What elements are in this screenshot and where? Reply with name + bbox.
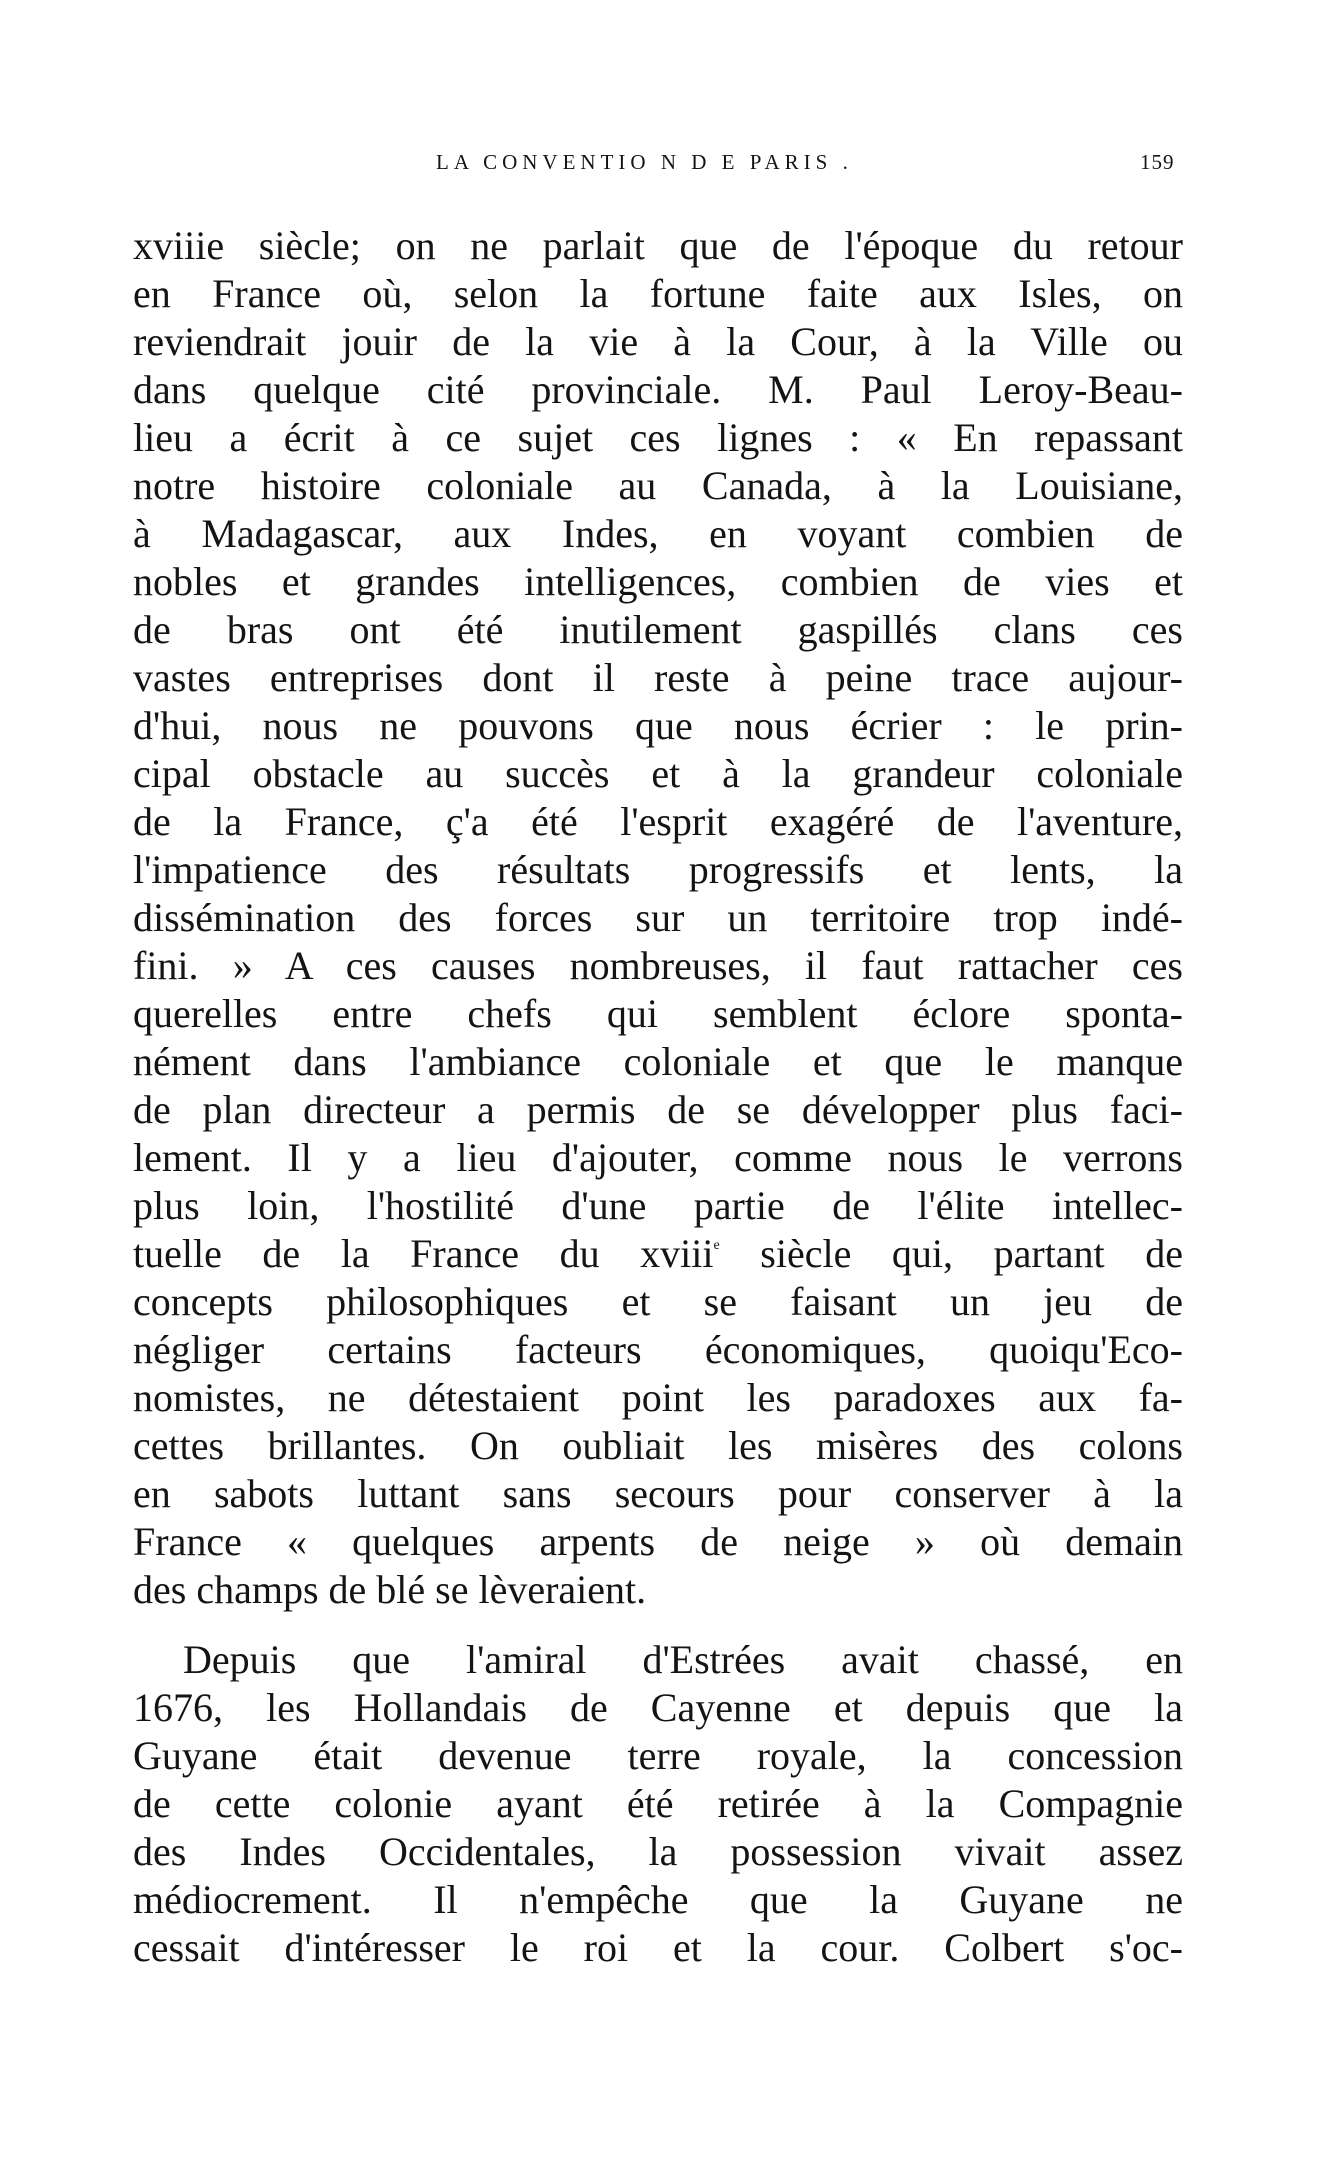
text-line: cettes brillantes. On oubliait les misères des colons [133, 1423, 1183, 1468]
text-line: des champs de blé se lèveraient. [133, 1567, 647, 1612]
text-line: notre histoire coloniale au Canada, à la Louisiane, [133, 463, 1183, 508]
text-line: nément dans l'ambiance coloniale et que le manque [133, 1039, 1183, 1084]
text-line: lieu a écrit à ce sujet ces lignes : « En repassant [133, 415, 1183, 460]
text-line: Guyane était devenue terre royale, la concession [133, 1733, 1183, 1778]
line-start: tuelle de la France du xviii [133, 1231, 714, 1276]
text-line: nomistes, ne détestaient point les paradoxes aux fa- [133, 1375, 1183, 1420]
text-line: l'impatience des résultats progressifs et lents, la [133, 847, 1183, 892]
text-line: de cette colonie ayant été retirée à la Compagnie [133, 1781, 1183, 1826]
text-line: reviendrait jouir de la vie à la Cour, à la Ville ou [133, 319, 1183, 364]
paragraph-1 [133, 222, 1183, 1614]
century-superscript: e [713, 1238, 720, 1253]
text-line: en sabots luttant sans secours pour conserver à la [133, 1471, 1183, 1516]
text-line: des Indes Occidentales, la possession vivait assez [133, 1829, 1183, 1874]
text-line: lement. Il y a lieu d'ajouter, comme nous le verrons [133, 1135, 1183, 1180]
text-line: xviiie siècle; on ne parlait que de l'époque du retour [133, 223, 1183, 268]
text-line: de bras ont été inutilement gaspillés clans ces [133, 607, 1183, 652]
text-line: cipal obstacle au succès et à la grandeur coloniale [133, 751, 1183, 796]
text-line: en France où, selon la fortune faite aux Isles, on [133, 271, 1183, 316]
text-line: de plan directeur a permis de se développer plus faci- [133, 1087, 1183, 1132]
text-line: Depuis que l'amiral d'Estrées avait chassé, en [183, 1637, 1183, 1682]
text-line: négliger certains facteurs économiques, quoiqu'Eco- [133, 1327, 1183, 1372]
text-line: de la France, ç'a été l'esprit exagéré de l'aventure, [133, 799, 1183, 844]
page-number: 159 [1140, 150, 1175, 174]
line-end: siècle qui, partant de [719, 1231, 1183, 1276]
paragraph-2 [133, 1636, 1183, 1972]
text-line: dans quelque cité provinciale. M. Paul Leroy-Beau- [133, 367, 1183, 412]
running-head [0, 150, 1337, 180]
running-title: LA CONVENTIO N D E PARIS . [436, 150, 853, 174]
text-line: à Madagascar, aux Indes, en voyant combien de [133, 511, 1183, 556]
body-text [133, 222, 1183, 1972]
text-line-with-superscript [133, 1230, 1183, 1278]
text-line: querelles entre chefs qui semblent éclore sponta- [133, 991, 1183, 1036]
text-line: 1676, les Hollandais de Cayenne et depuis que la [133, 1685, 1183, 1730]
text-line: vastes entreprises dont il reste à peine trace aujour- [133, 655, 1183, 700]
text-line: cessait d'intéresser le roi et la cour. Colbert s'oc- [133, 1925, 1183, 1970]
text-line: plus loin, l'hostilité d'une partie de l'élite intellec- [133, 1183, 1183, 1228]
text-line: fini. » A ces causes nombreuses, il faut rattacher ces [133, 943, 1183, 988]
text-line: d'hui, nous ne pouvons que nous écrier : le prin- [133, 703, 1183, 748]
paragraph-gap [133, 1614, 1183, 1636]
text-line: concepts philosophiques et se faisant un jeu de [133, 1279, 1183, 1324]
text-line: France « quelques arpents de neige » où demain [133, 1519, 1183, 1564]
text-line: dissémination des forces sur un territoire trop indé- [133, 895, 1183, 940]
text-line: nobles et grandes intelligences, combien de vies et [133, 559, 1183, 604]
text-line: médiocrement. Il n'empêche que la Guyane ne [133, 1877, 1183, 1922]
